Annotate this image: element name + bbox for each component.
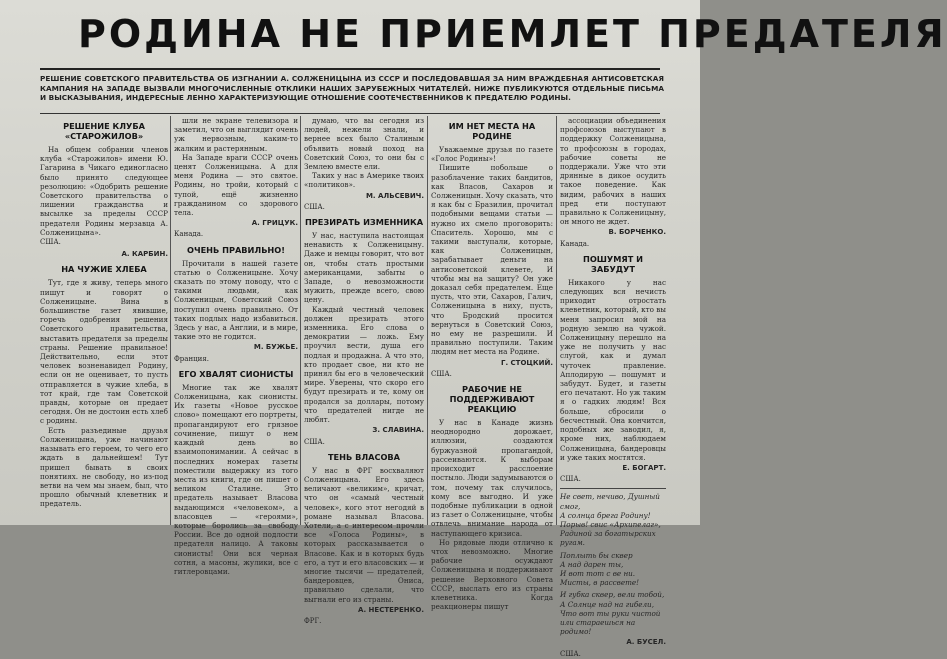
article-heading: НА ЧУЖИЕ ХЛЕБА: [61, 264, 147, 275]
article-text: шли не экране телевизора и заметил, что он выглядит очень уж нервозным, каким-то жалким и растерянным.: [174, 116, 298, 153]
article-text: Прочитали в нашей газете статью о Солженицыне. Хочу сказать по этому поводу, что с такими людьми, как Солженицын, Советский Союз поступил очень правильно. От таких подлых надо избавиться. Здесь у нас, а Англии, и в мире, такие это не годится.: [174, 258, 298, 342]
article-text: На общем собрании членов клуба «Старожилов» имени Ю. Гагарина в Чикаго единогласно было принято следующее резолюцию: «Одобрить решение Советского правительства о лишении гражданства и высылке за пределы СССР предателя Родины мерзавца А. Солженицына».: [40, 145, 168, 237]
article-place: США.: [560, 475, 581, 484]
article-heading: ТЕНЬ ВЛАСОВА: [327, 451, 401, 462]
page-headline: РОДИНА НЕ ПРИЕМЛЕТ ПРЕДАТЕЛЯ: [78, 12, 947, 56]
article-text: Есть разъединые друзья Солженицына, уже начинают называть его героем, то чего его ждать в дальнейшем! Тут пришел бывать в своих понятиях. не свободу, но из-под ветви на чем мы знаем, был, что прошло обычный клеветник и предатель.: [40, 425, 168, 509]
article-place: США.: [431, 369, 452, 378]
poem-stanza: Поплыть бы сквер А над дарен ты, И вот тот с ве ни. Мисты, в рассвете!: [560, 550, 640, 588]
article-heading: РАБОЧИЕ НЕ ПОДДЕРЖИВАЮТ РЕАКЦИЮ: [449, 384, 535, 415]
column-divider: [556, 116, 557, 525]
article-place: США.: [304, 437, 325, 446]
column-divider: [427, 116, 428, 525]
article-place: ФРГ.: [304, 616, 322, 625]
article-heading: РЕШЕНИЕ КЛУБА «СТАРОЖИЛОВ»: [63, 121, 145, 141]
article-text: Пишите побольше о разоблачение таких бандитов, как Власов, Сахаров и Солженицын. Хочу сказать, что я как бы с Бразилия, прочитал подобными вещами статьи — нужно их смело проговорить: Спаситель. Хорошо, мы с такими выступали, которые, как Солженицын, зарабатывает деньги на антисоветской клевете, И чтобы мы на защиту? Он уже доказал себя предателем. Еще пусть, что эти, Сахаров, Галич, Солженицына в ниху, пусть, что Бродский просится вернуться в Советский Союз, но ему не разрешили. И правильно поступили. Таким людям нет места на Родине.: [431, 163, 553, 357]
article-signature: М. БУЖЬЕ.: [253, 343, 298, 352]
article-place: Франция.: [174, 354, 209, 363]
article-place: Канада.: [174, 230, 204, 239]
column-divider: [170, 116, 171, 525]
headline-rule: [40, 68, 660, 70]
article-text: думаю, что вы сегодня из людей, нежели знали, и вернее всех было Сталиным объявить новый поход на Советский Союз, то они бы с Землею вместе ели.: [304, 116, 424, 172]
article-text: Уважаемые друзья по газете «Голос Родины»!: [431, 145, 553, 164]
article-place: США.: [304, 202, 325, 211]
column-1: [40, 116, 168, 525]
article-heading: ПРЕЗИРАТЬ ИЗМЕННИКА: [304, 217, 424, 228]
article-text: У нас, наступила настоящая ненависть к Солженицыну. Даже и немцы говорят, что вот он, чтобы стать простыми американцами, забыты о Западе, о невозможности мужить, прежде всего, свою цену.: [304, 231, 424, 305]
article-signature: А. НЕСТЕРЕНКО.: [358, 605, 424, 614]
column-5: [560, 116, 666, 658]
poem-box: [560, 488, 666, 658]
article-signature: Г. СТОЦКИЙ.: [500, 358, 553, 367]
article-heading: ЕГО ХВАЛЯТ СИОНИСТЫ: [178, 368, 294, 379]
column-2: [174, 116, 298, 576]
article-signature: Е. БОГАРТ.: [622, 463, 666, 472]
lead-paragraph: РЕШЕНИЕ СОВЕТСКОГО ПРАВИТЕЛЬСТВА ОБ ИЗГНАНИИ А. СОЛЖЕНИЦЫНА ИЗ СССР И ПОСЛЕДОВАВШАЯ ЗА НИМ ВРАЖДЕБНАЯ АНТИСОВЕТСКАЯ КАМПАНИЯ НА ЗАПАДЕ ВЫЗВАЛИ МНОГОЧИСЛЕННЫЕ ОТКЛИКИ НАШИХ ЗАРУБЕЖНЫХ ЧИТАТЕЛЕЙ. НИЖЕ ПУБЛИКУЮТСЯ ОТДЕЛЬНЫЕ ПИСЬМА И ВЫСКАЗЫВАНИЯ, ИНДЕРЕСНЫЕ ЛЕННО ХАРАКТЕРИЗУЮЩИЕ ОТНОШЕНИЕ СООТЕЧЕСТВЕННИКОВ К ПРЕДАТЕЛЮ РОДИНЫ.: [40, 74, 664, 102]
article-text: Многие так же хвалят Солженицына, как сионисты. Их газеты «Новое русское слово» помещают его портреты, пропагандируют его грязное сочинение, пишут о нем каждый день во взаимопонимании. А сейчас в последних номерах газеты поместили выдержку из того места из книги, где он пишет о великом Сталине. Это предатель называет Власова выдающимся «человеком», а власовцев — «героями», которые боролись за свободу России. Все до одной подлости предателя налицо. А таковы сионисты! Они вся черная сотня, а масоны, жулики, все с гитлеровцами.: [174, 382, 298, 576]
article-heading: ИМ НЕТ МЕСТА НА РОДИНЕ: [448, 121, 536, 141]
article-signature: А. ГРИЦУК.: [251, 219, 298, 228]
article-place: Канада.: [560, 239, 590, 248]
poem-place: США.: [560, 649, 581, 658]
article-text: На Западе враги СССР очень ценят Солженицына. А для меня Родина — это святое. Родины, но тройи, который с тупой, ещё жизненно гражданином со здорового тела.: [174, 152, 298, 218]
article-signature: В. БОРЧЕНКО.: [608, 228, 666, 237]
article-heading: ОЧЕНЬ ПРАВИЛЬНО!: [187, 244, 285, 255]
article-text: Никакого у нас следующих вся нечисть приходит отростать клеветник, который, кто вы меня запросил мой на родную землю на чужой. Солженицыну перешло на уже не получить у нас слугой, как и думал чуточек правление. Аплодирую — пошумят и забудут. Будет, и газеты его печатают. Но уж таким я о гадких людям! Вся больше, сбросили о бесчестный. Она кончится, подобных же заводил, я, кроме них, наблюдаем Солженицына, бандеровцы и уже таких мостятся.: [560, 277, 666, 462]
article-signature: М. АЛЬСЕВИЧ.: [365, 191, 424, 200]
lead-rule: [40, 113, 660, 114]
column-3: [304, 116, 424, 625]
article-signature: А. КАРБИН.: [121, 250, 168, 259]
poem-stanza: Не свет, нечиво, Душный смог, А солнца брега Родину! Порыв! свис «Архипелаг», Радиной за богатырских ругам.: [560, 492, 661, 548]
article-text: У нас в ФРГ восхваляют Солженицына. Его здесь величают «великим», кричат, что он «самый честный человек», кого этот негодяй в романе называл Власова. Хотели, а с интересом прочли все «Голоса Родины», в которых рассказывается о Власове. Как и в которых будь его, а тут и его власовских — и многие тысячи — предателей, бандеровцев, Ониса, правильно сделали, что выгнали его из страны.: [304, 465, 424, 604]
poem-signature: А. БУСЕЛ.: [626, 638, 666, 647]
article-heading: ПОШУМЯТ И ЗАБУДУТ: [583, 253, 643, 274]
article-signature: З. СЛАВИНА.: [372, 426, 424, 435]
column-4: [431, 116, 553, 612]
poem-stanza: И губка сквер, вели тобой, А Солнце над на гибели, Что вот ты руки чистой или стараешься на родимо!: [560, 590, 665, 637]
article-text: ассоциации объединения профсоюзов выступают в поддержку Солженицына, то профсоюзы в городах, рабочие советы не поддержали. Уже что эти дрянные в дикое осудить такое поведение. Как видим, рабочих в наших пред ети поступают правильно к Солженицыну, он много не ждет.: [560, 116, 666, 227]
article-text: У нас в Канаде жизнь неоднородно дорожает, иллюзии, создаются буржуазной пропагандой, рассеиваются. К выборам происходит расслоение постыло. Люди задумываются о том, почему так случилось, кому все выгодно. И уже подобные публикации в одной из газет о Солженицыне, чтобы отвлечь внимание народа от наступающего кризиса.: [431, 418, 553, 538]
article-text: Каждый честный человек должен презирать этого изменника. Его слова о демократии — ложь. Ему проучил вести, душа его подлая и продажна. А что это, кто продает свое, ни кто не принял бы его в человеческий мире. Уверены, что скоро его будут презирать и те, кому он продался за доллары, потому что предателей нигде не любят.: [304, 304, 424, 425]
article-text: Тут, где я живу, теперь много пишут и говорят о Солженицыне. Вина в большинстве газет явившие, горечь одобрения решения Советского правительства, выставить предателя за пределы страны. Решение правильное! Действительно, если этот человек возненавидел Родину, если он не оценивает, то пусть отправляется в чужие хлеба, в тот край, где там Советской правды, которые он предает сегодня. Он не достоин есть хлеб с родины.: [40, 278, 168, 426]
article-text: Таких у нас в Америке твоих «политиков».: [304, 171, 424, 190]
article-text: Но рядовые люди отлично к чтох невозможно. Многие рабочие осуждают Солженицына и поддерживают решение Верховного Совета СССР, выслать его из страны клеветника. Когда реакционеры пишут: [431, 537, 553, 612]
article-place: США.: [40, 238, 61, 247]
column-divider: [300, 116, 301, 525]
